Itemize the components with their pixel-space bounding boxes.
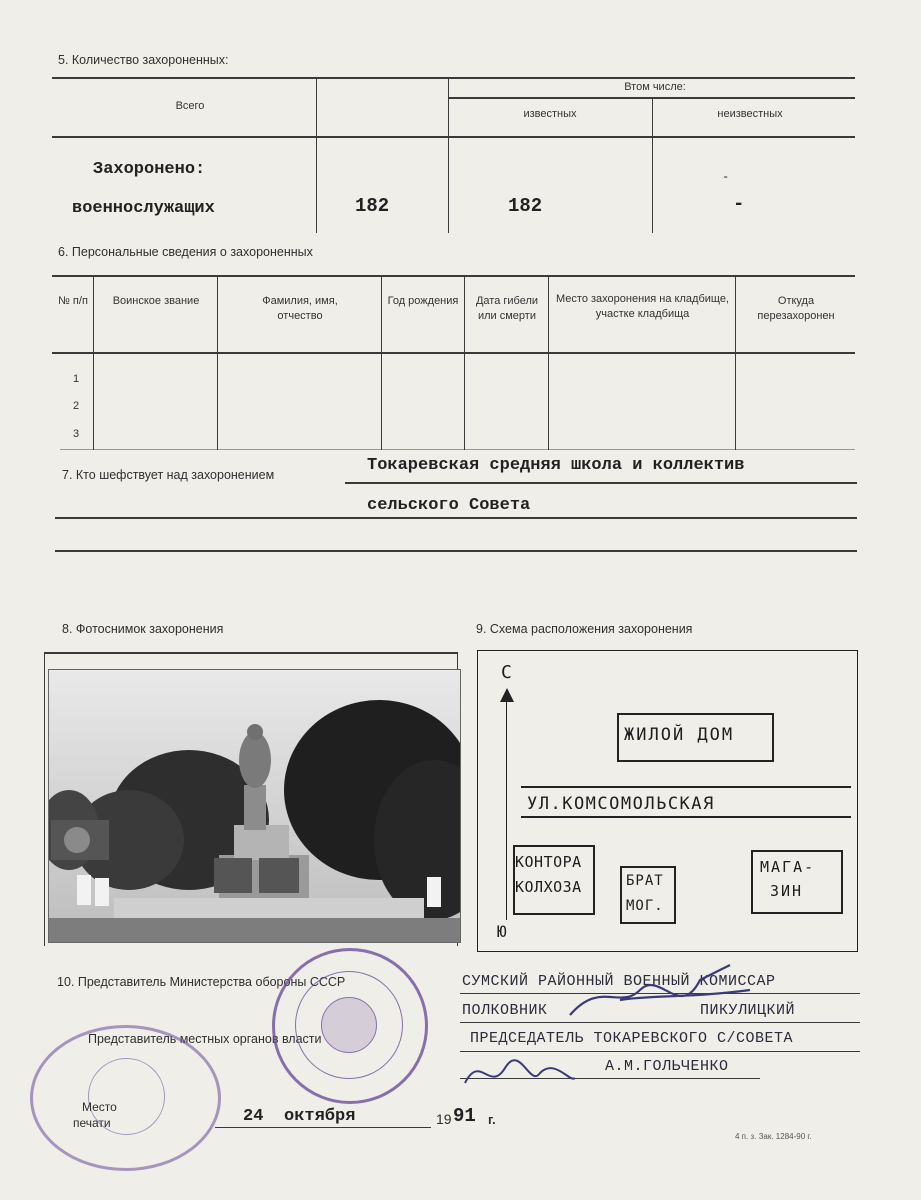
table5-header-unknown: неизвестных (717, 108, 783, 120)
scheme-office-label-1: КОНТОРА (515, 853, 582, 871)
table5-header-total: Всего (175, 100, 205, 112)
compass-south-label: Ю (497, 922, 509, 941)
table6-row-number: 3 (72, 428, 80, 440)
chairman-signature (460, 1048, 580, 1108)
section9-title: 9. Схема расположения захоронения (476, 622, 693, 636)
table5-known-value: 182 (508, 195, 543, 217)
village-council-stamp (30, 1025, 221, 1171)
section10-chairman-line: ПРЕДСЕДАТЕЛЬ ТОКАРЕВСКОГО С/СОВЕТА (470, 1030, 794, 1047)
table5-header-known: известных (523, 108, 577, 120)
section7-patron-line1: Токаревская средняя школа и коллектив (367, 456, 745, 475)
table6-header-place: Место захоронения на кладбище, участке кладбища (556, 293, 729, 320)
table6-row-number: 2 (72, 400, 80, 412)
table5-row-label-1: Захоронено: (93, 160, 206, 179)
table6-col-divider (93, 275, 94, 450)
scheme-shop-label-1: МАГА- (760, 858, 816, 876)
date-rule (215, 1127, 431, 1128)
section8-title: 8. Фотоснимок захоронения (62, 622, 224, 636)
street-line-top (521, 786, 851, 788)
compass-north-label: С (501, 662, 514, 683)
section10-local-label: Представитель местных органов власти (88, 1032, 322, 1046)
date-year-prefix: 19 (436, 1111, 452, 1127)
date-day: 24 (243, 1107, 264, 1126)
photo-frame-top (44, 652, 458, 654)
military-commissariat-stamp (272, 948, 428, 1104)
table5-top-border (52, 77, 855, 79)
table6-row-number: 1 (72, 373, 80, 385)
table6-col-divider (217, 275, 218, 450)
section7-patron-line2: сельского Совета (367, 496, 531, 515)
section6-title: 6. Персональные сведения о захороненных (58, 245, 313, 259)
table6-header-num: № п/п (58, 295, 88, 307)
north-arrow-icon (500, 688, 514, 702)
table6-col-divider (381, 275, 382, 450)
photo-frame-left (44, 652, 45, 946)
table6-col-divider (464, 275, 465, 450)
compass-axis (506, 690, 507, 920)
section10-ministry-label: 10. Представитель Министерства обороны СССР (57, 975, 346, 989)
table6-col-divider (735, 275, 736, 450)
commissar-signature (560, 960, 760, 1030)
table5-header-including: Втом числе: (624, 81, 686, 93)
date-month: октября (284, 1107, 356, 1126)
table6-header-death: Дата гибели или смерти (475, 295, 539, 322)
section10-commissar-name: ПИКУЛИЦКИЙ (700, 1002, 796, 1019)
seal-place-label-2: печати (73, 1116, 111, 1130)
street-line-bottom (521, 816, 851, 818)
scheme-house-label: ЖИЛОЙ ДОМ (624, 725, 735, 745)
table5-col-divider (448, 77, 449, 233)
table5-row-label-2: военнослужащих (72, 199, 215, 218)
section7-rule (55, 550, 857, 552)
table5-pencil-mark: - (722, 170, 730, 184)
scheme-office-label-2: КОЛХОЗА (515, 878, 582, 896)
scheme-street-label: УЛ.КОМСОМОЛЬСКАЯ (527, 794, 715, 814)
table6-header-from: Откуда перезахоронен (757, 295, 835, 322)
date-year-unit: г. (488, 1112, 496, 1127)
section7-rule (55, 517, 857, 519)
table6-header-rank: Воинское звание (112, 295, 200, 307)
date-year-suffix: 91 (453, 1105, 476, 1127)
section10-rank: ПОЛКОВНИК (462, 1002, 548, 1019)
scheme-shop-label-2: ЗИН (770, 882, 804, 900)
section7-label: 7. Кто шефствует над захоронением (62, 468, 275, 482)
table5-total-value: 182 (355, 195, 390, 217)
scheme-grave-label-2: МОГ. (626, 898, 664, 914)
table6-header-name: Фамилия, имя, отчество (262, 295, 338, 322)
scheme-grave-label-1: БРАТ (626, 873, 664, 889)
memorial-photo (48, 669, 461, 943)
section10-commissar-line: СУМСКИЙ РАЙОННЫЙ ВОЕННЫЙ КОМИССАР (462, 973, 776, 990)
table5-col-divider (652, 97, 653, 233)
print-mark: 4 п. з. Зак. 1284-90 г. (735, 1132, 812, 1141)
seal-place-label-1: Место (82, 1100, 117, 1114)
table5-unknown-value: - (733, 193, 745, 215)
section5-title: 5. Количество захороненных: (58, 53, 229, 67)
table5-header-bottom (52, 136, 855, 138)
table5-col-divider (316, 77, 317, 233)
section10-chairman-name: А.М.ГОЛЬЧЕНКО (605, 1058, 729, 1075)
table6-col-divider (548, 275, 549, 450)
section7-rule (345, 482, 857, 484)
table6-header-year: Год рождения (387, 295, 459, 307)
